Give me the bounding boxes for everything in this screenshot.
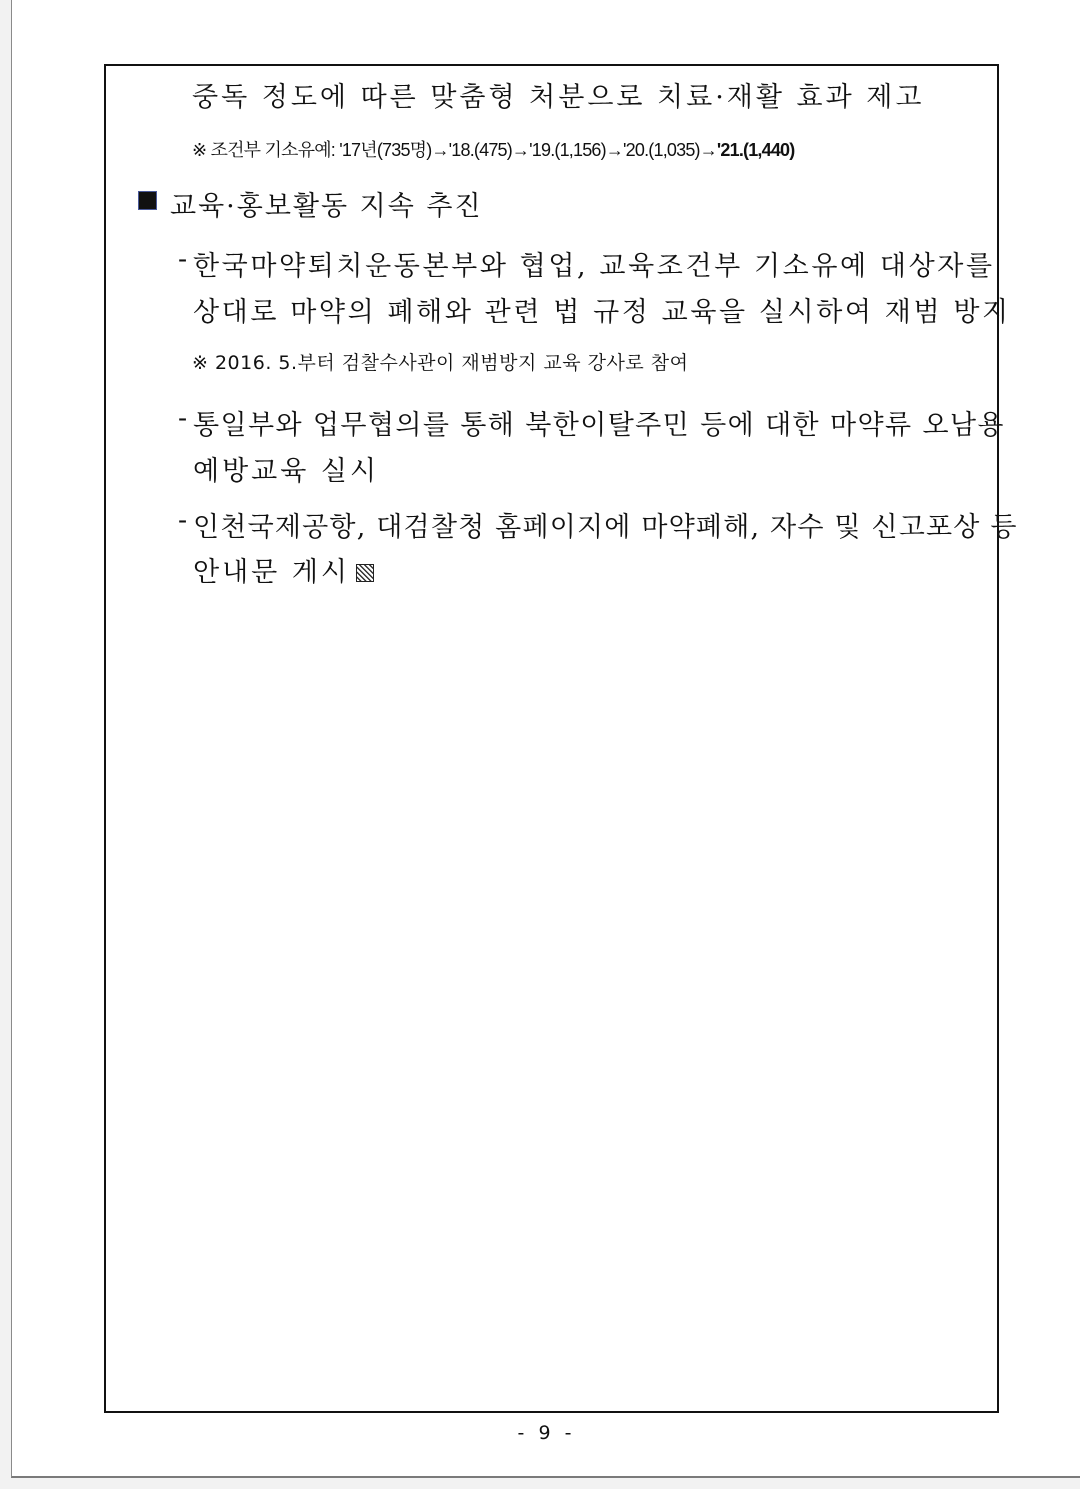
square-bullet-icon — [138, 191, 157, 210]
hatched-end-mark-icon — [356, 564, 374, 582]
note-statistics — [192, 136, 794, 162]
note-instructor: ※ 2016. 5.부터 검찰수사관이 재범방지 교육 강사로 참여 — [192, 352, 689, 374]
note-statistics-bold: '21.(1,440) — [716, 140, 795, 160]
note-statistics-prefix: ※ 조건부 기소유예: '17년(735명)→'18.(475)→'19.(1,156)→'20.(1,035)→ — [192, 140, 717, 160]
bullet-3-line-2-text: 안내문 게시 — [193, 557, 350, 588]
dash-bullet-3: - — [178, 505, 188, 536]
text-line-1: 중독 정도에 따른 맞춤형 처분으로 치료·재활 효과 제고 — [192, 82, 925, 113]
bullet-1-line-2: 상대로 마약의 폐해와 관련 법 규정 교육을 실시하여 재범 방지 — [193, 297, 1011, 328]
bullet-2-line-1: 통일부와 업무협의를 통해 북한이탈주민 등에 대한 마약류 오남용 — [193, 410, 1005, 441]
bullet-3-line-1: 인천국제공항, 대검찰청 홈페이지에 마약폐해, 자수 및 신고포상 등 — [193, 512, 1018, 543]
page-number: - 9 - — [517, 1422, 576, 1444]
dash-bullet-1: - — [178, 244, 188, 275]
section-heading: 교육·홍보활동 지속 추진 — [170, 191, 483, 222]
bullet-3-line-2 — [193, 550, 374, 589]
document-page — [11, 0, 1080, 1478]
bullet-1-line-1: 한국마약퇴치운동본부와 협업, 교육조건부 기소유예 대상자를 — [193, 251, 995, 282]
bullet-2-line-2: 예방교육 실시 — [193, 456, 380, 487]
dash-bullet-2: - — [178, 403, 188, 434]
